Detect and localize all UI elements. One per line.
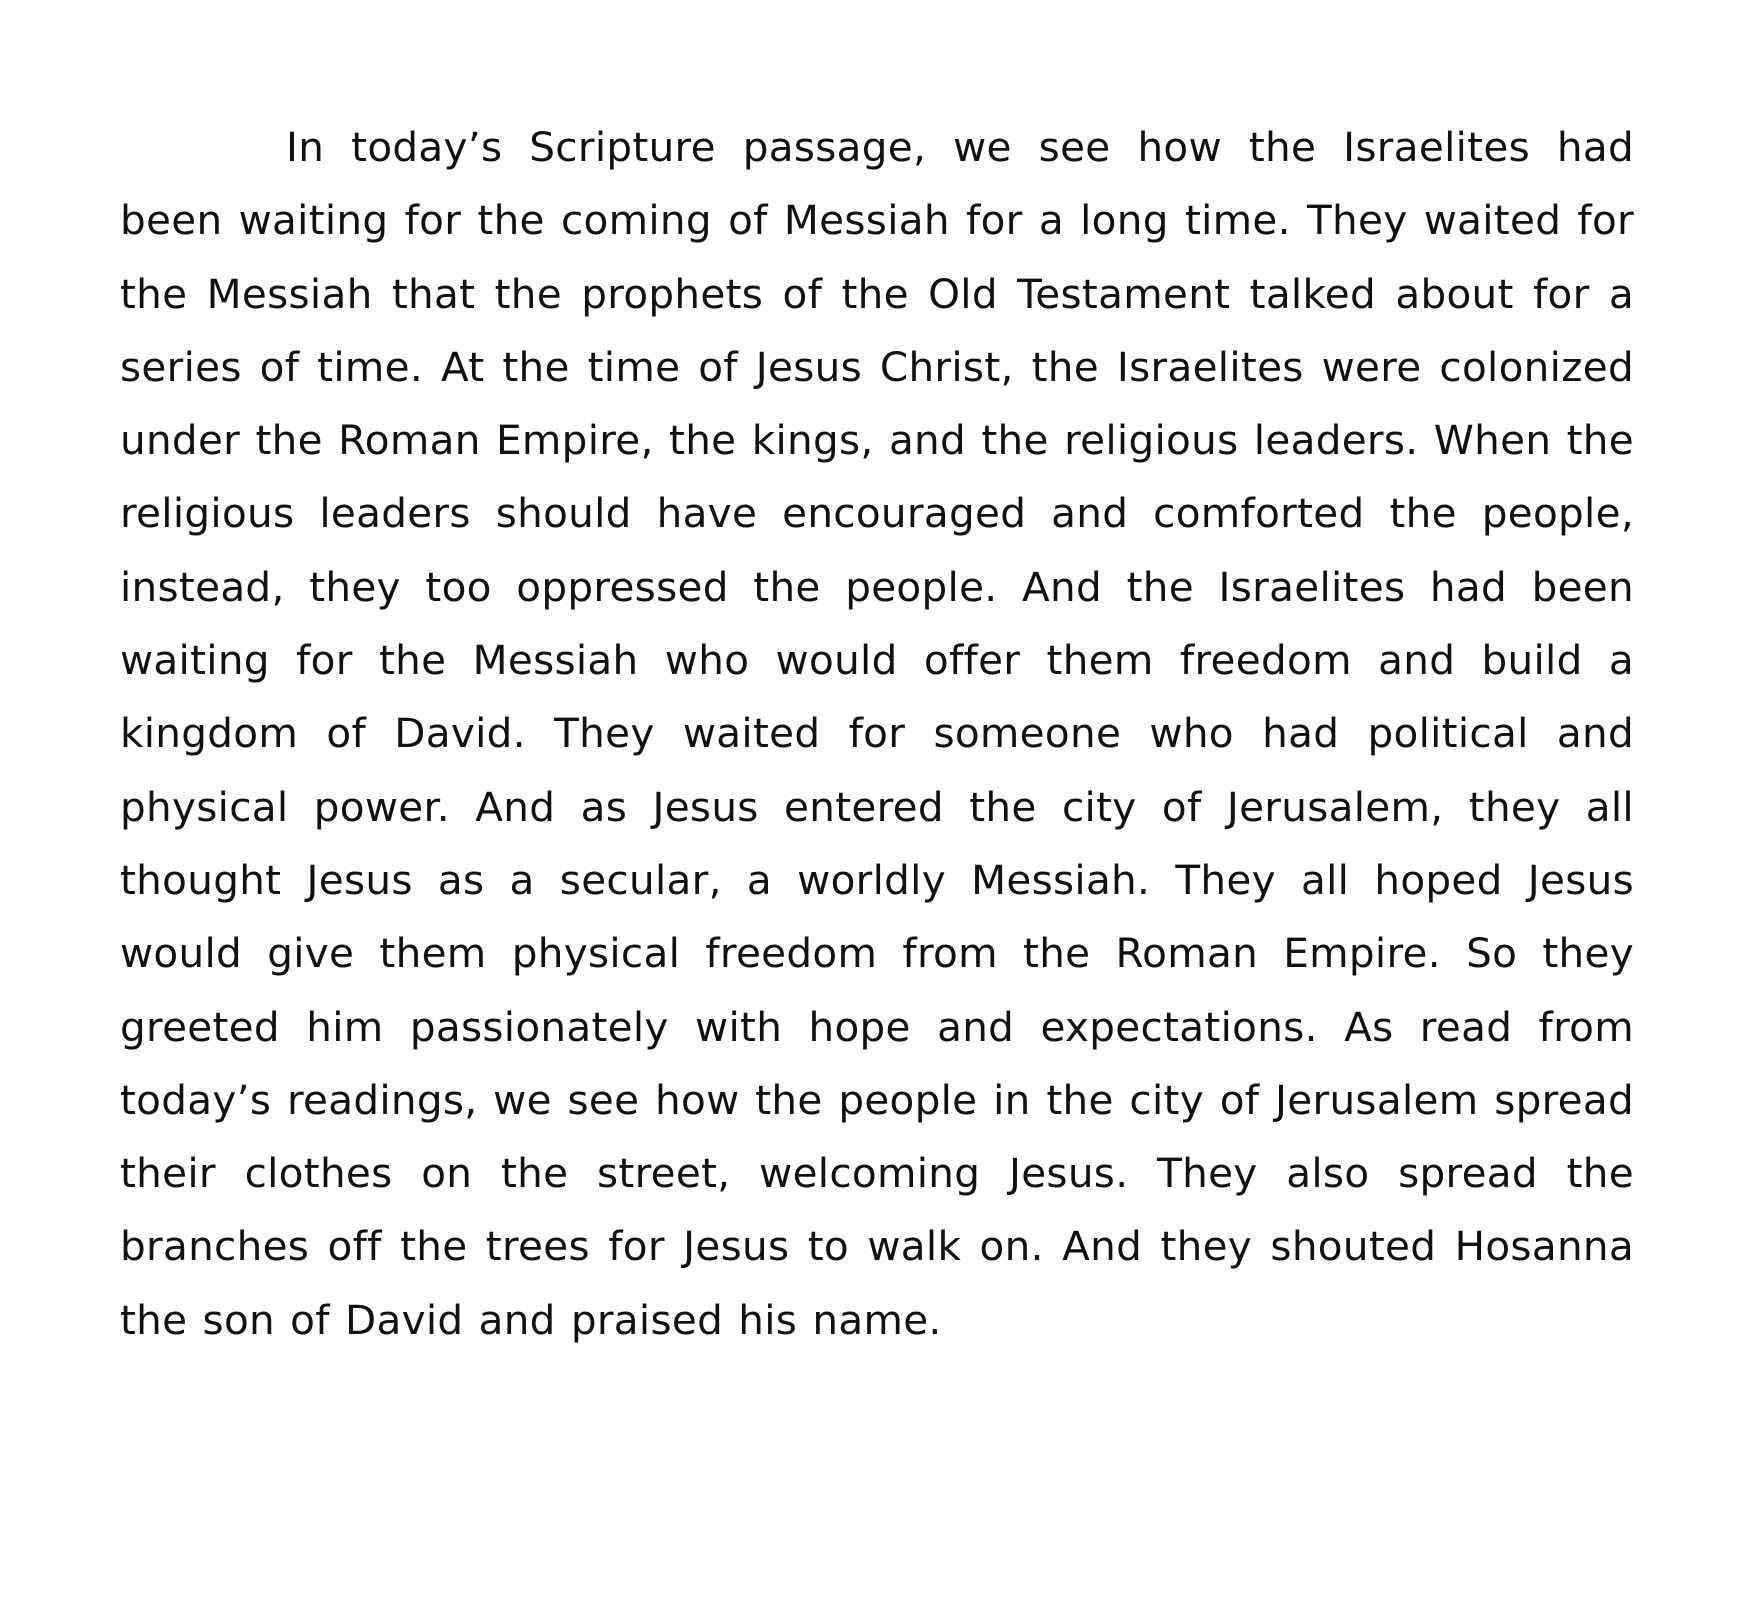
- body-paragraph: In today’s Scripture passage, we see how the Israelites had been waiting for the coming of Messiah for a long time. They waited for the Messiah that the prophets of the Old Testament talked about for a series of time. At the time of Jesus Christ, the Israelites were colonized under the Roman Empire, the kings, and the religious leaders. When the religious leaders should have encouraged and comforted the people, instead, they too oppressed the people. And the Israelites had been waiting for the Messiah who would offer them freedom and build a kingdom of David. They waited for someone who had political and physical power. And as Jesus entered the city of Jerusalem, they all thought Jesus as a secular, a worldly Messiah. They all hoped Jesus would give them physical freedom from the Roman Empire. So they greeted him passionately with hope and expectations. As read from today’s readings, we see how the people in the city of Jerusalem spread their clothes on the street, welcoming Jesus. They also spread the branches off the trees for Jesus to walk on. And they shouted Hosanna the son of David and praised his name.: [120, 123, 1634, 1344]
